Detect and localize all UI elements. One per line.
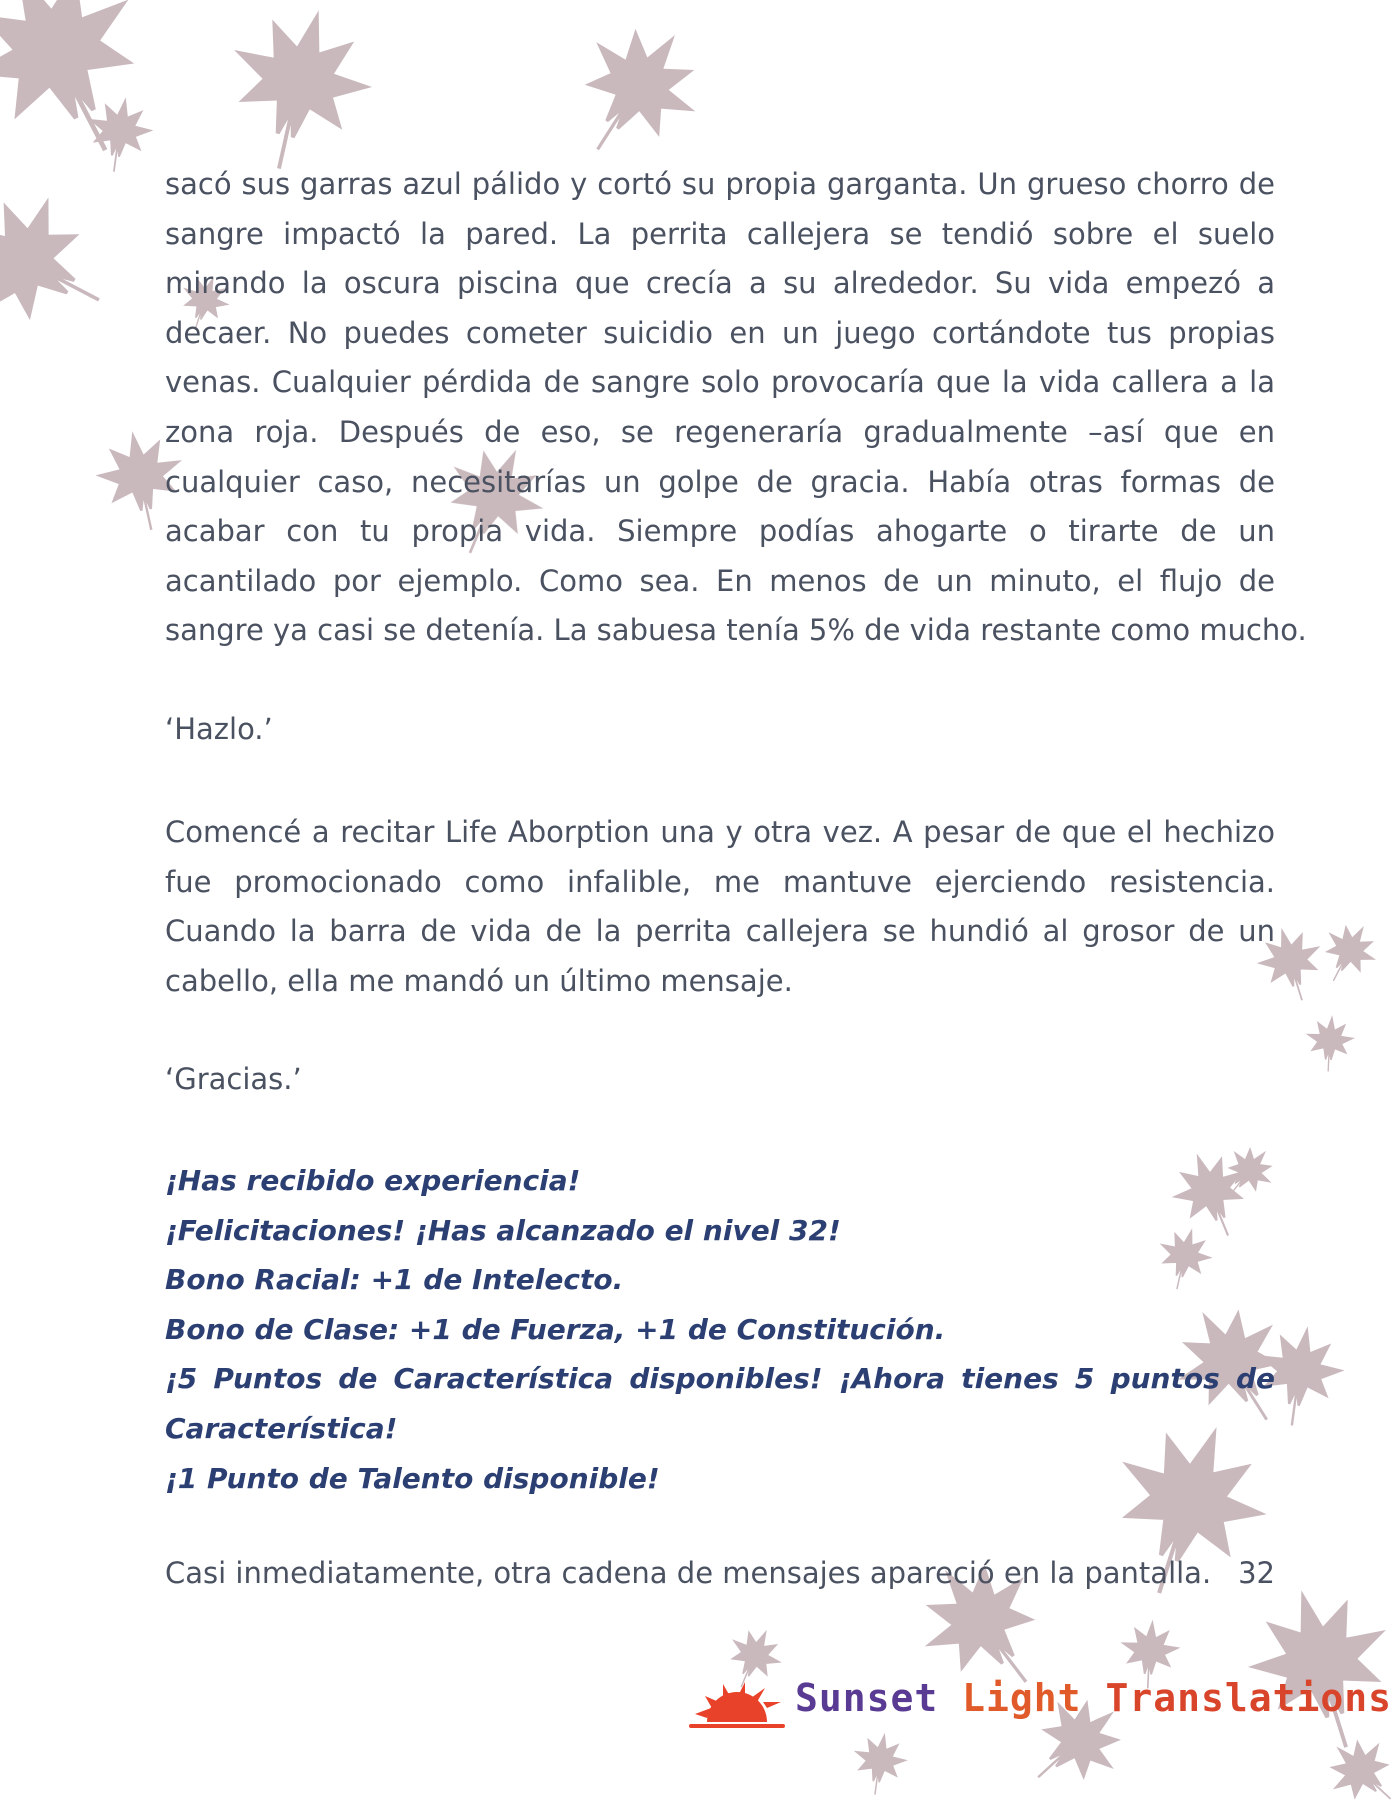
logo-word-translations: Translations bbox=[1105, 1676, 1392, 1720]
text-line: sangre impactó la pared. La perrita callejera se tendió sobre el suelo bbox=[165, 216, 1275, 251]
text-line: decaer. No puedes cometer suicidio en un juego cortándote tus propias bbox=[165, 315, 1275, 350]
leaf-icon bbox=[1318, 1728, 1400, 1812]
logo-word-light: Light bbox=[962, 1676, 1082, 1720]
text-line: cabello, ella me mandó un último mensaje. bbox=[165, 963, 793, 998]
sunset-light-translations-logo bbox=[685, 1668, 1392, 1738]
leaf-icon bbox=[551, 8, 717, 179]
text-line: cualquier caso, necesitarías un golpe de gracia. Había otras formas de bbox=[165, 464, 1275, 499]
text-line: acantilado por ejemplo. Como sea. En menos de un minuto, el flujo de bbox=[165, 563, 1275, 598]
text-line: Cuando la barra de vida de la perrita callejera se hundió al grosor de un bbox=[165, 914, 1275, 949]
leaf-icon bbox=[0, 178, 128, 354]
text-line: mirando la oscura piscina que crecía a su alrededor. Su vida empezó a bbox=[165, 266, 1275, 301]
system-messages bbox=[165, 1156, 1275, 1503]
text-line: Comencé a recitar Life Aborption una y otra vez. A pesar de que el hechizo bbox=[165, 815, 1275, 849]
leaf-icon bbox=[849, 1731, 909, 1799]
text-line: sangre ya casi se detenía. La sabuesa tenía 5% de vida restante como mucho. bbox=[165, 613, 1307, 648]
leaf-icon bbox=[0, 0, 175, 185]
sun-icon bbox=[685, 1674, 790, 1734]
system-message: Característica! bbox=[165, 1411, 398, 1445]
text-line: fue promocionado como infalible, me mantuve ejerciendo resistencia. bbox=[165, 864, 1275, 899]
text-line: venas. Cualquier pérdida de sangre solo provocaría que la vida callera a la bbox=[165, 365, 1275, 400]
system-message: ¡Felicitaciones! ¡Has alcanzado el nivel 32! bbox=[165, 1213, 841, 1247]
leaf-icon bbox=[214, 0, 380, 184]
logo-text bbox=[795, 1676, 1392, 1720]
system-message: ¡Has recibido experiencia! bbox=[165, 1164, 581, 1197]
system-message: ¡5 Puntos de Característica disponibles! ¡Ahora tienes 5 puntos de bbox=[165, 1362, 1275, 1396]
leaf-icon bbox=[1311, 916, 1384, 993]
system-message: Bono Racial: +1 de Intelecto. bbox=[165, 1263, 624, 1297]
system-message: Bono de Clase: +1 de Fuerza, +1 de Constitución. bbox=[165, 1312, 946, 1346]
system-message: ¡1 Punto de Talento disponible! bbox=[165, 1461, 660, 1495]
closing-text: Casi inmediatamente, otra cadena de mensajes apareció en la pantalla. bbox=[165, 1556, 1212, 1590]
closing-line bbox=[165, 1556, 1275, 1590]
page-number: 32 bbox=[1238, 1556, 1275, 1590]
dialogue-quote-2: ‘Gracias.’ bbox=[165, 1062, 302, 1096]
text-line: sacó sus garras azul pálido y cortó su propia garganta. Un grueso chorro de bbox=[165, 167, 1275, 201]
dialogue-quote-1: ‘Hazlo.’ bbox=[165, 712, 273, 746]
logo-word-sunset: Sunset bbox=[795, 1676, 939, 1720]
text-line: zona roja. Después de eso, se regeneraría gradualmente –así que en bbox=[165, 414, 1275, 449]
text-line: acabar con tu propia vida. Siempre podías ahogarte o tirarte de un bbox=[165, 514, 1275, 549]
paragraph-2 bbox=[165, 808, 1275, 1006]
paragraph-1 bbox=[165, 160, 1307, 656]
leaf-icon bbox=[1305, 1016, 1355, 1074]
